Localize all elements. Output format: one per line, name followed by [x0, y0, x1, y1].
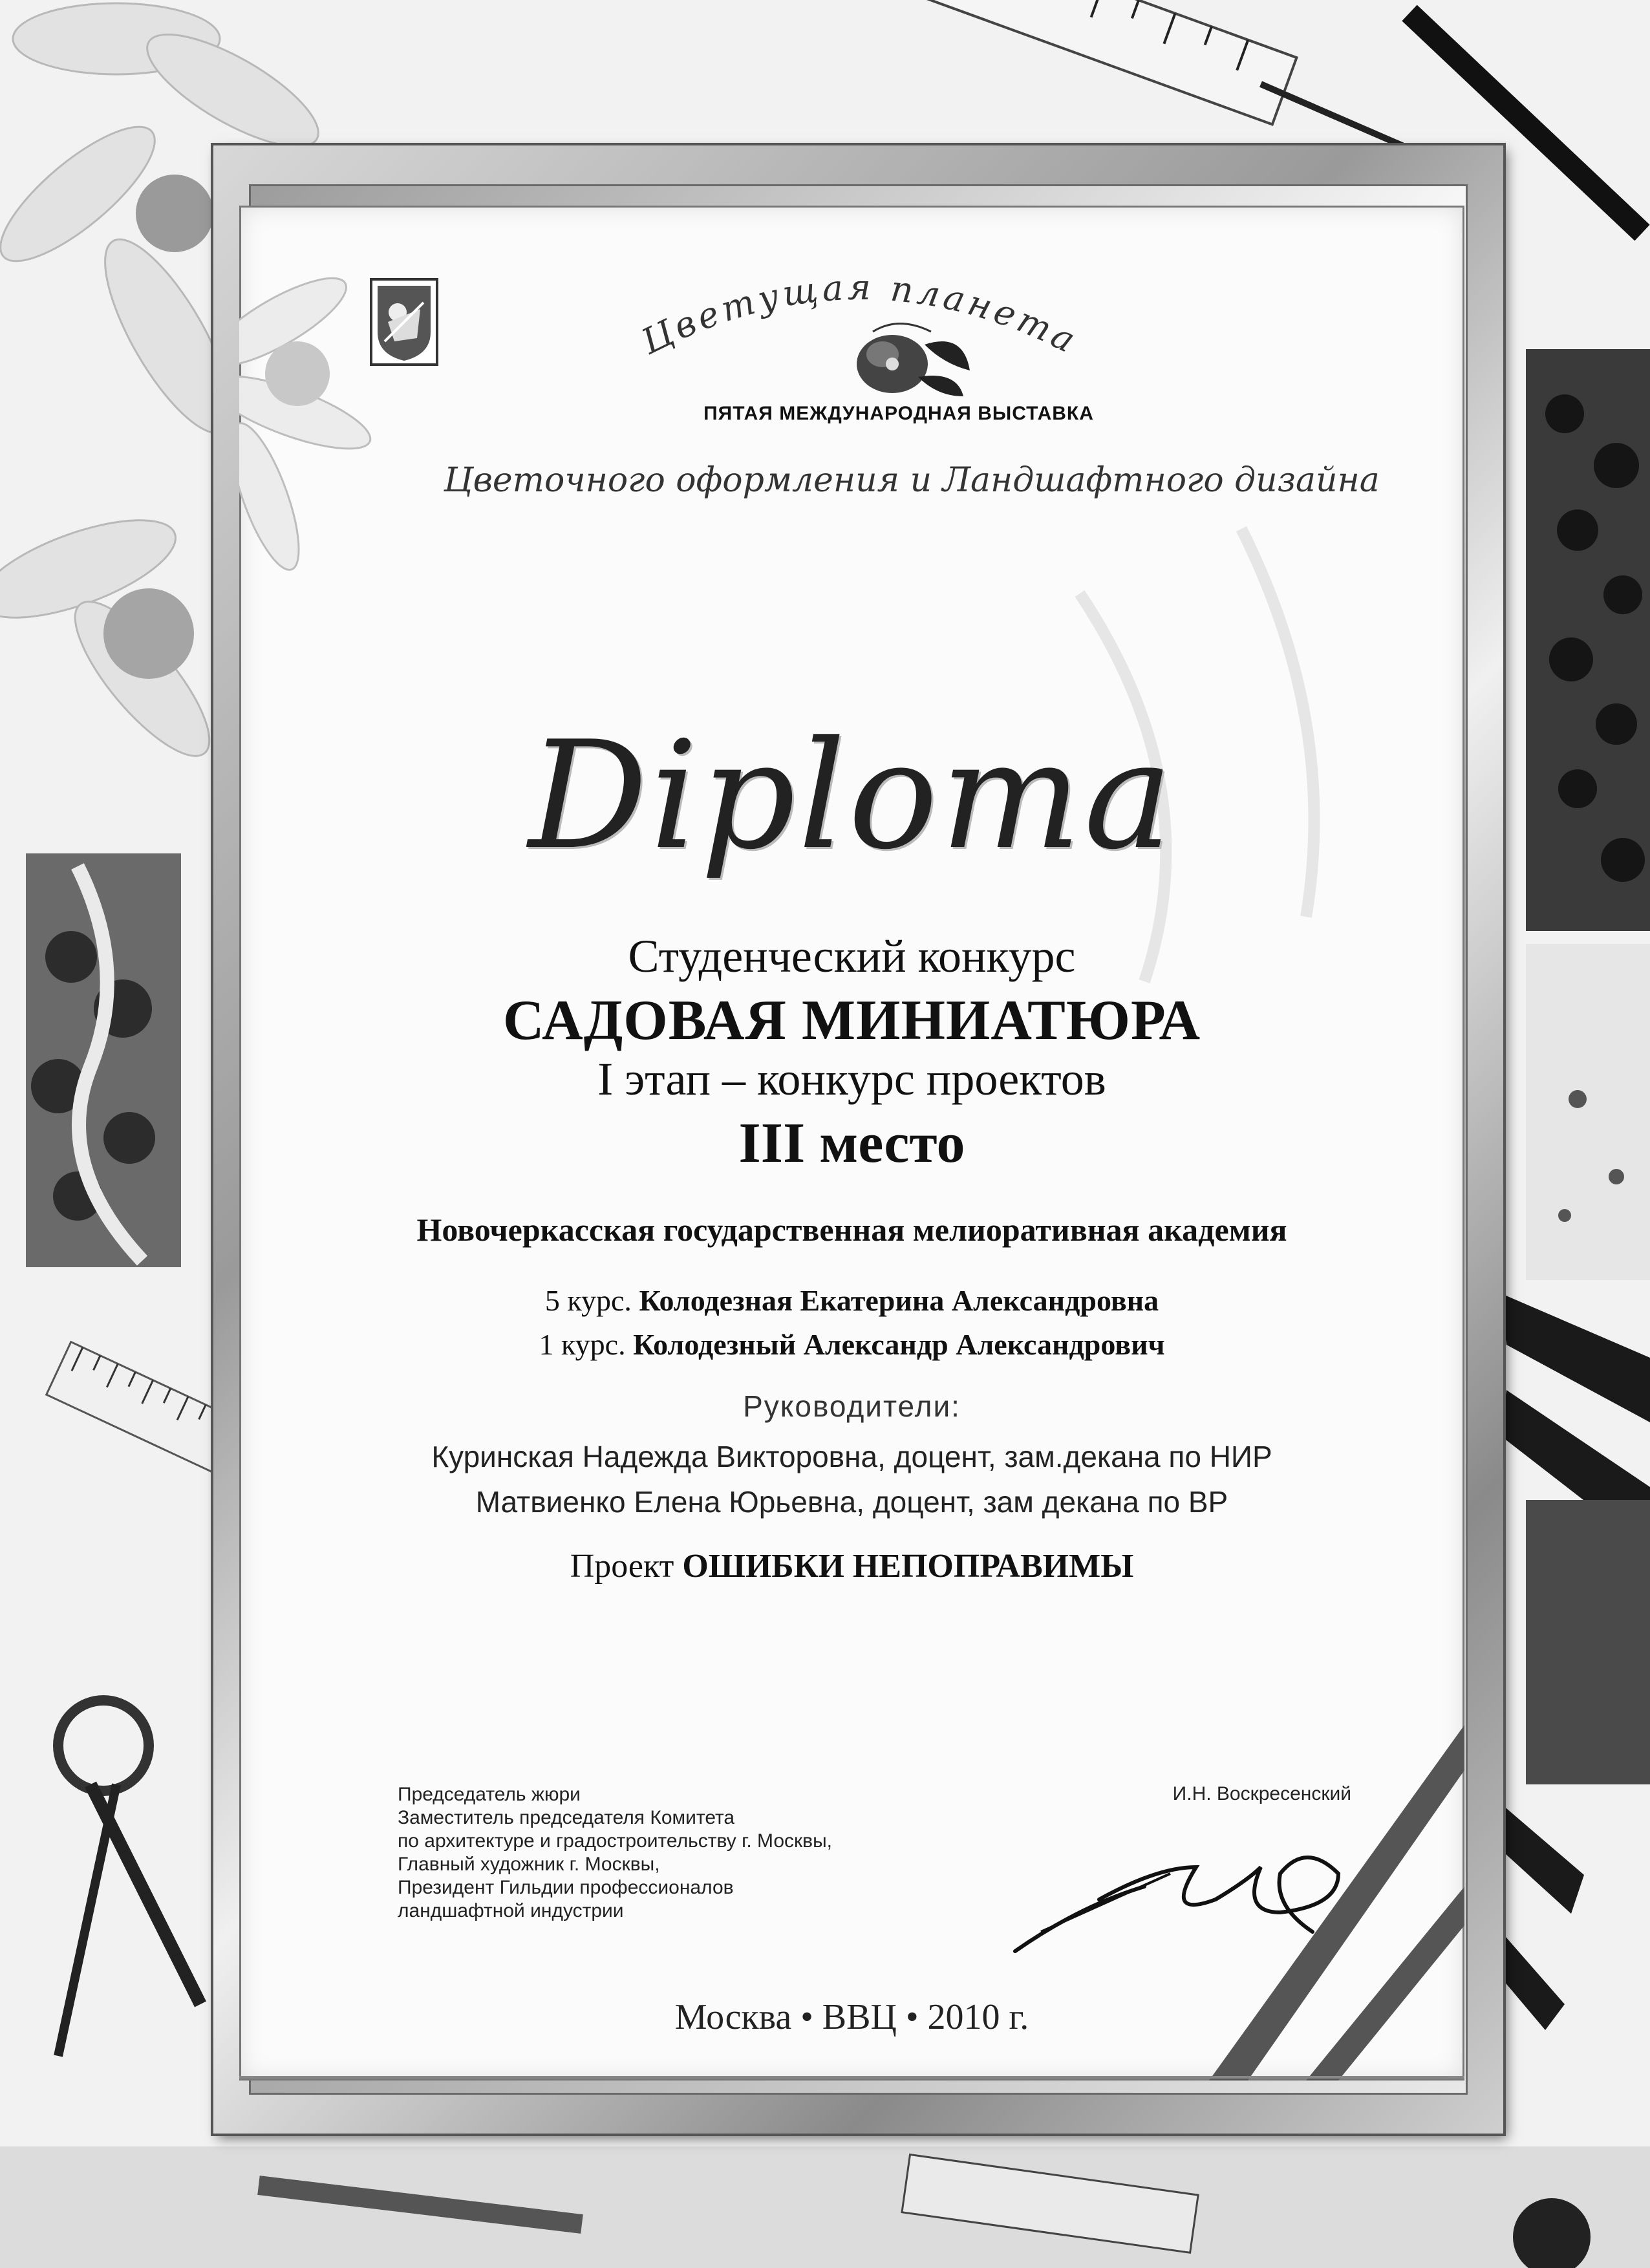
- student-row: [239, 1279, 1464, 1323]
- jury-line: Президент Гильдии профессионалов: [398, 1877, 734, 1898]
- contest-stage: I этап – конкурс проектов: [597, 1053, 1106, 1105]
- leaders-title: Руководители:: [743, 1389, 961, 1423]
- leader-item: Куринская Надежда Викторовна, доцент, зам.декана по НИР: [431, 1440, 1272, 1473]
- diploma-title: Diploma: [528, 710, 1175, 883]
- jury-line: Председатель жюри: [398, 1784, 581, 1805]
- student-row: [239, 1323, 1464, 1367]
- project-name: ОШИБКИ НЕПОПРАВИМЫ: [682, 1548, 1134, 1585]
- project-label: Проект: [570, 1548, 674, 1585]
- diploma-paper: [239, 206, 1464, 2081]
- contest-name: САДОВАЯ МИНИАТЮРА: [502, 989, 1201, 1052]
- contest-line: Студенческий конкурс: [628, 930, 1076, 982]
- arc-title-text: Цветущая планета: [635, 266, 1086, 363]
- students-list: [239, 1279, 1464, 1367]
- student-course: 5 курс.: [544, 1284, 632, 1317]
- leaders-list: [239, 1434, 1464, 1524]
- jury-line: Заместитель председателя Комитета: [398, 1807, 735, 1828]
- student-course: 1 курс.: [539, 1328, 626, 1361]
- flower-logo-icon: [834, 319, 976, 403]
- student-name: Колодезная Екатерина Александровна: [639, 1284, 1159, 1317]
- student-name: Колодезный Александр Александрович: [633, 1328, 1165, 1361]
- institution-name: Новочеркасская государственная мелиоративная академия: [416, 1212, 1287, 1248]
- project-line: [239, 1547, 1464, 1585]
- jury-line: по архитектуре и градостроительству г. Москвы,: [398, 1830, 833, 1852]
- footer-place-date: Москва • ВВЦ • 2010 г.: [674, 1997, 1029, 2037]
- jury-chair-name: И.Н. Воскресенский: [1172, 1783, 1351, 1804]
- moscow-coat-of-arms-icon: [369, 277, 440, 367]
- jury-chair-block: [398, 1783, 980, 1923]
- exhibition-title: ПЯТАЯ МЕЖДУНАРОДНАЯ ВЫСТАВКА: [703, 403, 1094, 424]
- jury-line: Главный художник г. Москвы,: [398, 1854, 660, 1875]
- contest-place: III место: [738, 1112, 965, 1175]
- exhibition-subtitle: Цветочного оформления и Ландшафтного дизайна: [444, 461, 1380, 500]
- jury-line: ландшафтной индустрии: [398, 1900, 624, 1921]
- leader-item: Матвиенко Елена Юрьевна, доцент, зам декана по ВР: [475, 1485, 1228, 1519]
- handwritten-signature: [1002, 1828, 1364, 1964]
